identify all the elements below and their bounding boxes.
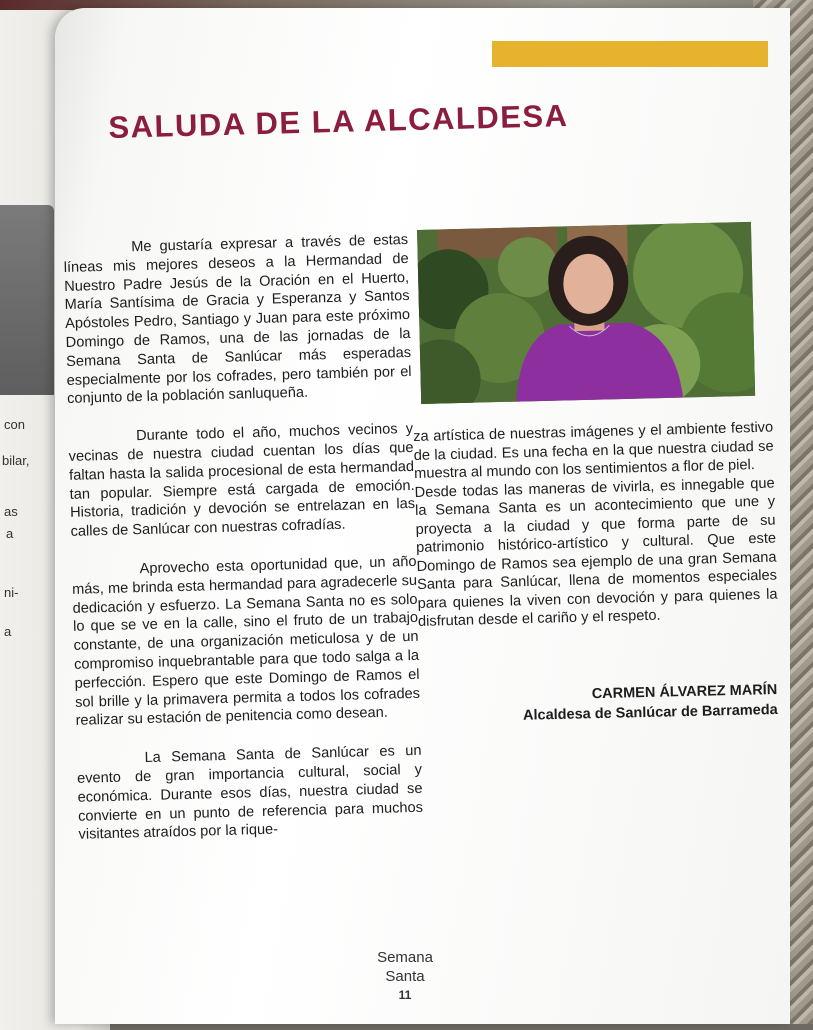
previous-page-text: a [4, 624, 12, 639]
paragraph: Aprovecho esta oportunidad que, un año más, me brinda esta hermandad para agradecerle su dedicación y esfuerzo. La Semana Santa no es solo lo que se ve en la calle, sino el fruto de un trabajo constante, de una organización meticulosa y de un compromiso inquebrantable para que todo salga a la perfección. Espero que este Domingo de Ramos el sol brille y la primavera permita a todos los cofrades realizar su estación de penitencia como desean. [71, 553, 421, 730]
signature-block [485, 680, 778, 727]
right-text-column [413, 419, 778, 632]
page-title: SALUDA DE LA ALCALDESA [108, 97, 569, 145]
footer-label: Semana [377, 949, 433, 966]
accent-bar [492, 41, 768, 67]
footer-label: Santa [385, 968, 425, 985]
previous-page-photo [0, 205, 54, 395]
paragraph: La Semana Santa de Sanlúcar es un evento de gran importancia cultural, social y económica. Durante esos días, nuestra ciudad se convierte en un punto de referencia para muchos visitantes atraídos por la rique- [76, 742, 424, 844]
left-text-column [63, 231, 424, 865]
paragraph: za artística de nuestras imágenes y el ambiente festivo de la ciudad. Es una fecha en la que nuestra ciudad se muestra al mundo con los sentimientos a flor de piel. [413, 419, 774, 482]
previous-page-text: con [4, 417, 25, 432]
signature-name: CARMEN ÁLVAREZ MARÍN [591, 681, 778, 703]
previous-page-text: a [6, 526, 14, 541]
previous-page-text: bilar, [2, 453, 30, 468]
signature-role: Alcaldesa de Sanlúcar de Barrameda [522, 701, 778, 724]
paragraph: Durante todo el año, muchos vecinos y vecinas de nuestra ciudad cuentan los días que faltan hasta la salida procesional de esta hermandad tan popular. Siempre está cargada de emoción. Historia, tradición y devoción se entrelazan en las calles de Sanlúcar con nuestras cofradías. [68, 421, 416, 541]
paragraph: Desde todas las maneras de vivirla, es innegable que la Semana Santa es un acontecimiento que une y proyecta a la ciudad y que forma parte de su patrimonio histórico-artístico y cultural. Que este Domingo de Ramos sea ejemplo de una gran Semana Santa para Sanlúcar, llena de momentos especiales para quienes la viven con devoción y para quienes la disfrutan desde el cariño y el respeto. [414, 475, 778, 630]
magazine-page [55, 8, 790, 1024]
mayor-portrait-photo [417, 222, 755, 404]
previous-page-text: ni- [4, 585, 19, 600]
previous-page-text: as [4, 504, 18, 519]
page-number: 11 [398, 988, 412, 1002]
paragraph: Me gustaría expresar a través de estas líneas mis mejores deseos a la Hermandad de Nuestro Padre Jesús de la Oración en el Huerto, María Santísima de Gracia y Esperanza y Santos Apóstoles Pedro, Santiago y Juan para este próximo Domingo de Ramos, una de las jornadas de la Semana Santa de Sanlúcar más esperadas especialmente por los cofrades, pero también por el conjunto de la población sanluqueña. [63, 231, 412, 408]
page-footer [345, 948, 465, 1005]
